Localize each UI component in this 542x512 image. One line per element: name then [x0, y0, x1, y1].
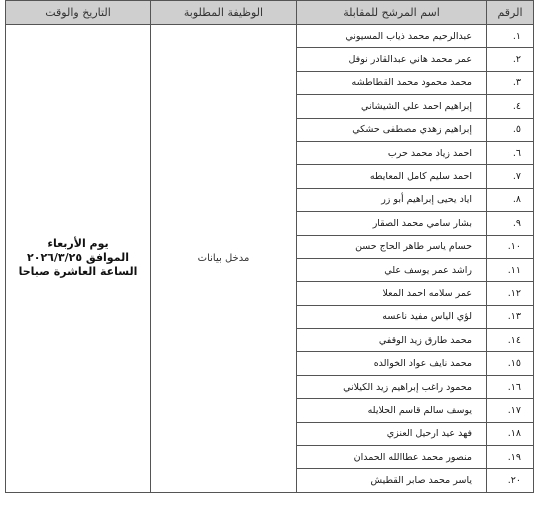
row-number: ١٩. — [487, 446, 534, 469]
row-number: ١١. — [487, 258, 534, 281]
candidate-name: عبدالرحيم محمد ذياب المسيوني — [297, 25, 487, 48]
table-header-row — [6, 1, 534, 25]
row-number: ١٧. — [487, 399, 534, 422]
candidate-name: بشار سامي محمد الصقار — [297, 212, 487, 235]
table-row — [6, 25, 534, 48]
schedule-date: الموافق ٢٠٢٦/٣/٢٥ — [27, 251, 129, 265]
row-number: ٤. — [487, 95, 534, 118]
schedule-day: يوم الأربعاء — [47, 237, 109, 251]
row-number: ٨. — [487, 188, 534, 211]
row-number: ٧. — [487, 165, 534, 188]
candidate-name: فهد عيد ارحيل العنزي — [297, 422, 487, 445]
row-number: ١٦. — [487, 375, 534, 398]
candidate-name: محمد محمود محمد القطاطشه — [297, 71, 487, 94]
row-number: ٢. — [487, 48, 534, 71]
row-number: ٩. — [487, 212, 534, 235]
interview-schedule-sheet — [5, 0, 533, 510]
candidate-name: إبراهيم احمد علي الشيشاني — [297, 95, 487, 118]
row-number: ١٣. — [487, 305, 534, 328]
row-number: ١٨. — [487, 422, 534, 445]
candidate-name: لؤي الياس مفيد ناعسه — [297, 305, 487, 328]
candidate-name: احمد زياد محمد حرب — [297, 141, 487, 164]
table-body — [6, 25, 534, 493]
row-number: ١. — [487, 25, 534, 48]
interview-schedule-table — [5, 0, 534, 493]
header-job-title: الوظيفة المطلوبة — [151, 1, 297, 25]
candidate-name: عمر محمد هاني عبدالقادر نوفل — [297, 48, 487, 71]
interview-datetime-cell — [6, 25, 151, 493]
candidate-name: ياسر محمد صابر القطيش — [297, 469, 487, 492]
candidate-name: راشد عمر يوسف علي — [297, 258, 487, 281]
candidate-name: يوسف سالم قاسم الحلايله — [297, 399, 487, 422]
job-title-cell: مدخل بيانات — [151, 25, 297, 493]
candidate-name: احمد سليم كامل المعايطه — [297, 165, 487, 188]
candidate-name: حسام ياسر طاهر الحاج حسن — [297, 235, 487, 258]
row-number: ١٠. — [487, 235, 534, 258]
candidate-name: منصور محمد عطاالله الحمدان — [297, 446, 487, 469]
candidate-name: اياد يحيى إبراهيم أبو زر — [297, 188, 487, 211]
row-number: ٢٠. — [487, 469, 534, 492]
candidate-name: محمد طارق زيد الوقفي — [297, 329, 487, 352]
row-number: ٣. — [487, 71, 534, 94]
header-date-time: التاريخ والوقت — [6, 1, 151, 25]
row-number: ١٢. — [487, 282, 534, 305]
schedule-time: الساعة العاشرة صباحا — [18, 265, 138, 279]
row-number: ١٤. — [487, 329, 534, 352]
header-number: الرقم — [487, 1, 534, 25]
candidate-name: إبراهيم زهدي مصطفى حشكي — [297, 118, 487, 141]
candidate-name: محمد نايف عواد الخوالده — [297, 352, 487, 375]
candidate-name: عمر سلامه احمد المعلا — [297, 282, 487, 305]
candidate-name: محمود راغب إبراهيم زيد الكيلاني — [297, 375, 487, 398]
header-candidate-name: اسم المرشح للمقابلة — [297, 1, 487, 25]
row-number: ١٥. — [487, 352, 534, 375]
row-number: ٥. — [487, 118, 534, 141]
row-number: ٦. — [487, 141, 534, 164]
